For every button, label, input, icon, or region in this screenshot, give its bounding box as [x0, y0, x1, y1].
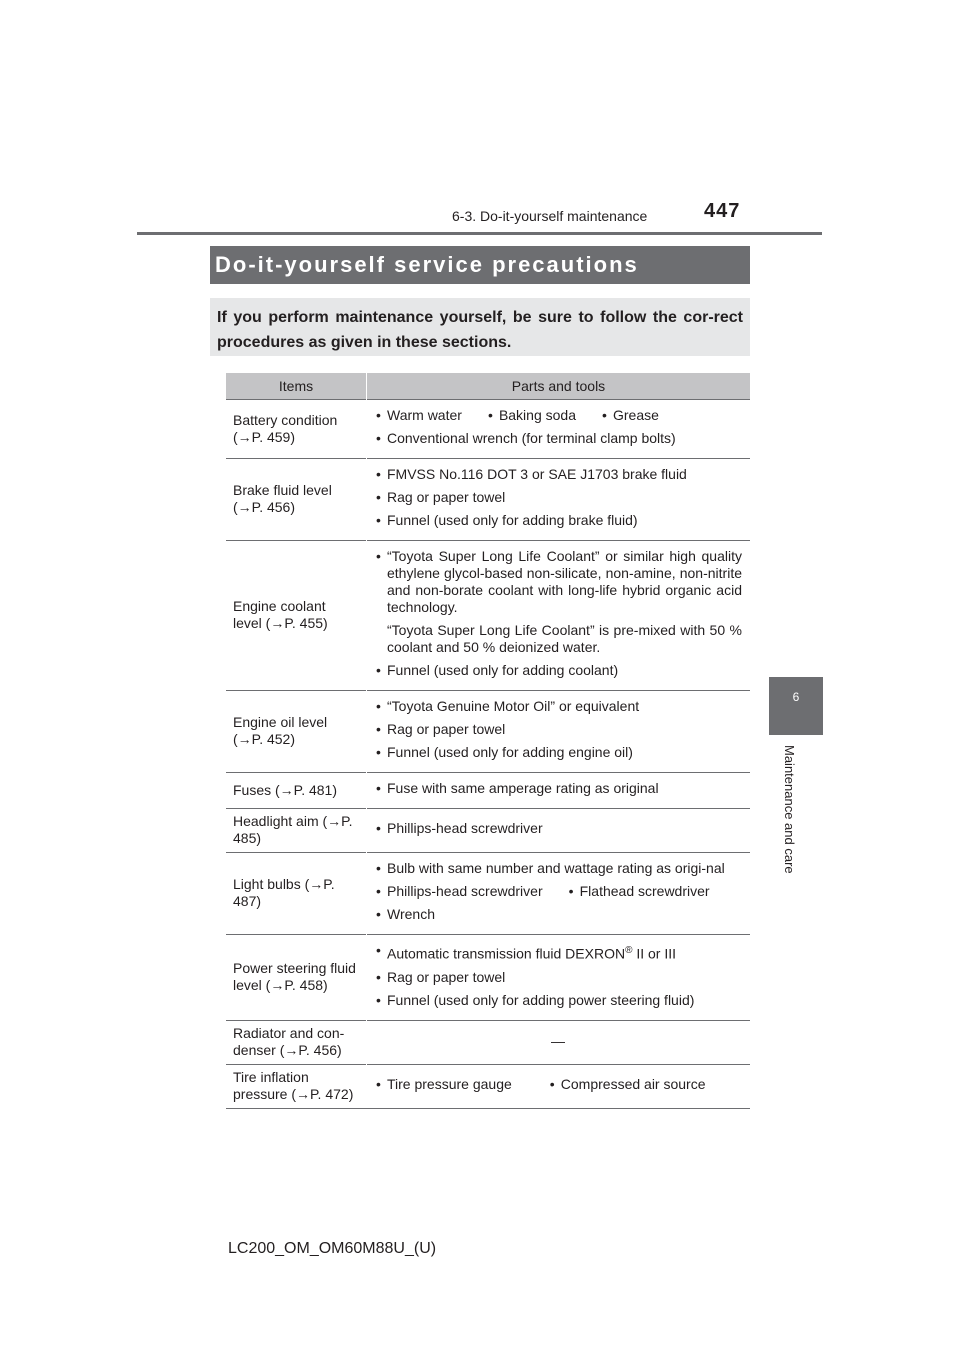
row-item: Battery condition (→P. 459) [226, 400, 367, 459]
row-tools [367, 691, 751, 773]
tool-item: • Phillips-head screwdriver [374, 820, 742, 837]
tool-item: • Compressed air source [548, 1076, 706, 1093]
tool-item: • “Toyota Genuine Motor Oil” or equivalent [374, 698, 742, 715]
tool-item: • Wrench [374, 906, 742, 923]
tool-item-text: Automatic transmission fluid DEXRON [387, 945, 626, 962]
tool-item: • Rag or paper towel [374, 969, 742, 986]
row-item: Tire inflation pressure (→P. 472) [226, 1064, 367, 1108]
row-tools [367, 541, 751, 691]
chapter-tab-number: 6 [792, 690, 800, 704]
table-row [226, 1020, 750, 1064]
row-item: Engine oil level (→P. 452) [226, 691, 367, 773]
page-title: Do-it-yourself service precautions [215, 252, 639, 277]
table-row [226, 773, 750, 809]
tool-item: • Rag or paper towel [374, 721, 742, 738]
row-tools [367, 809, 751, 853]
table-row [226, 935, 750, 1021]
header-parts: Parts and tools [367, 373, 751, 400]
table-row [226, 691, 750, 773]
row-item: Fuses (→P. 481) [226, 773, 367, 809]
table-row [226, 853, 750, 935]
row-tools-empty: — [367, 1020, 751, 1064]
tool-item: • Warm water [374, 407, 462, 424]
tool-item: • Conventional wrench (for terminal clamp bolts) [374, 430, 742, 447]
tool-item: • FMVSS No.116 DOT 3 or SAE J1703 brake fluid [374, 466, 742, 483]
header-divider [137, 232, 822, 235]
row-item: Headlight aim (→P. 485) [226, 809, 367, 853]
parts-table [226, 373, 750, 1109]
row-item: Light bulbs (→P. 487) [226, 853, 367, 935]
row-tools [367, 459, 751, 541]
tool-item-text: II or III [636, 945, 677, 962]
tool-item: • Bulb with same number and wattage rating as origi-nal [374, 860, 742, 877]
tool-item [374, 942, 742, 963]
intro-text: If you perform maintenance yourself, be sure to follow the cor-rect procedures as given in these sections. [217, 309, 743, 351]
document-code: LC200_OM_OM60M88U_(U) [228, 1240, 437, 1257]
row-item: Radiator and con-denser (→P. 456) [226, 1020, 367, 1064]
row-tools [367, 935, 751, 1021]
row-tools [367, 853, 751, 935]
row-item: Brake fluid level (→P. 456) [226, 459, 367, 541]
table-row [226, 1064, 750, 1108]
registered-mark: ® [625, 945, 633, 956]
table-row [226, 809, 750, 853]
tool-item: • Funnel (used only for adding brake fluid) [374, 512, 742, 529]
tool-item: • Rag or paper towel [374, 489, 742, 506]
table-header-row [226, 373, 750, 400]
tool-item: • “Toyota Super Long Life Coolant” or similar high quality ethylene glycol-based non-silicate, non-amine, non-nitrite and non-borate coolant with long-life hybrid organic acid technology. [374, 548, 742, 616]
coolant-note: “Toyota Super Long Life Coolant” is pre-mixed with 50 % coolant and 50 % deionized water. [387, 622, 742, 655]
table-row [226, 400, 750, 459]
row-item: Engine coolant level (→P. 455) [226, 541, 367, 691]
tool-item: • Grease [600, 407, 659, 424]
row-tools [367, 400, 751, 459]
section-title: 6-3. Do-it-yourself maintenance [452, 208, 648, 224]
row-tools [367, 1064, 751, 1108]
tool-item: • Funnel (used only for adding coolant) [374, 662, 742, 679]
tool-item: • Phillips-head screwdriver [374, 883, 543, 900]
row-tools [367, 773, 751, 809]
chapter-tab-label: Maintenance and care [782, 745, 797, 874]
tool-item: • Flathead screwdriver [567, 883, 710, 900]
tool-item: • Fuse with same amperage rating as original [374, 780, 742, 797]
table-row [226, 459, 750, 541]
tool-item: • Funnel (used only for adding engine oil) [374, 744, 742, 761]
tool-item: • Tire pressure gauge [374, 1076, 512, 1093]
header-items: Items [226, 373, 367, 400]
row-item: Power steering fluid level (→P. 458) [226, 935, 367, 1021]
page-number: 447 [704, 200, 741, 222]
tool-item: • Funnel (used only for adding power steering fluid) [374, 992, 742, 1009]
table-row [226, 541, 750, 691]
tool-item: • Baking soda [486, 407, 576, 424]
